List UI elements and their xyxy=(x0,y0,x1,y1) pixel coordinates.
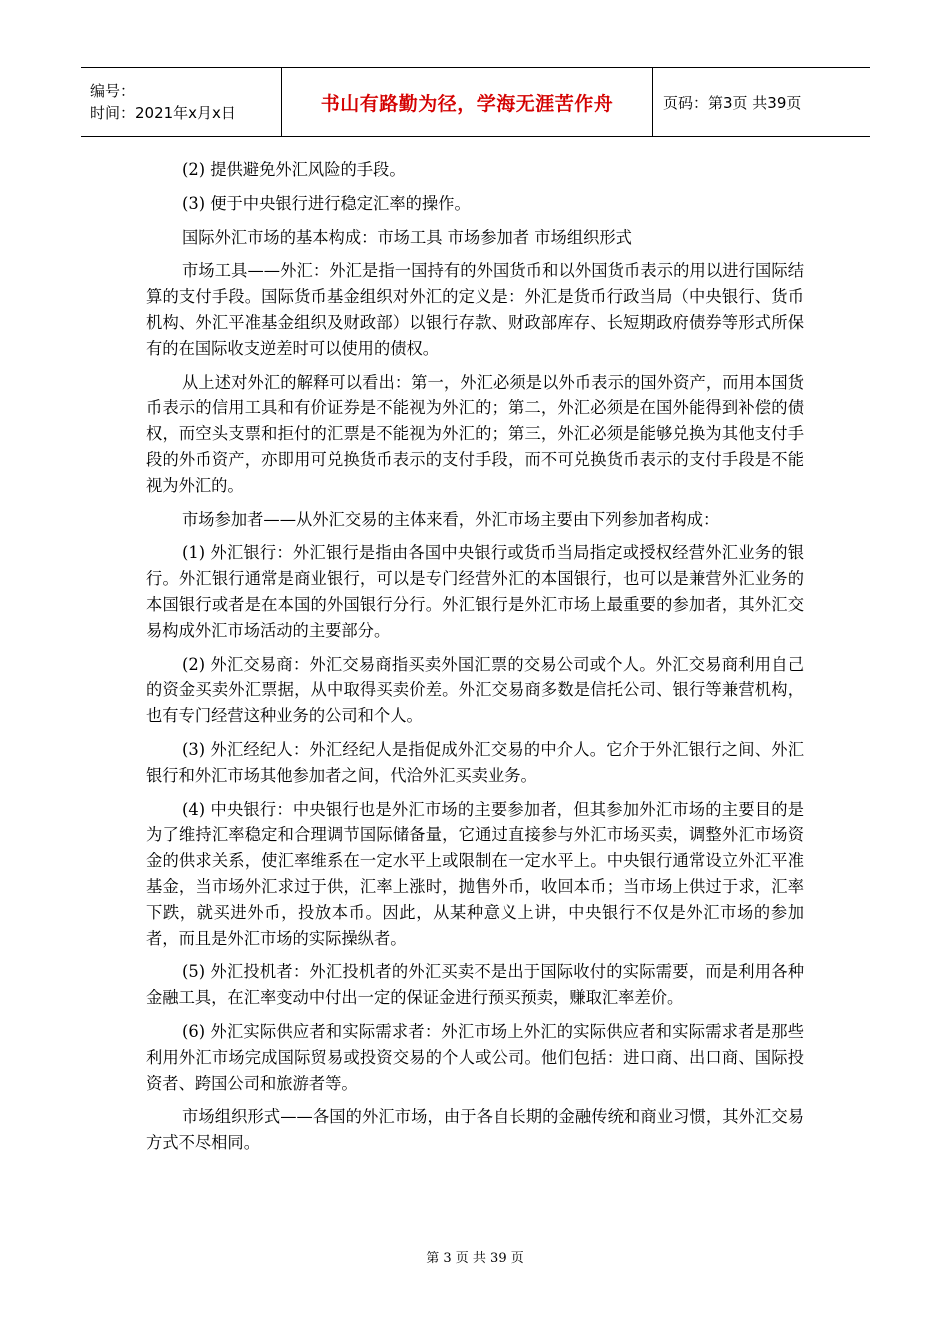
paragraph: (2) 外汇交易商：外汇交易商指买卖外国汇票的交易公司或个人。外汇交易商利用自己的资金买卖外汇票据，从中取得买卖价差。外汇交易商多数是信托公司、银行等兼营机构，也有专门经营这种业务的公司和个人。 xyxy=(146,654,804,726)
paragraph: (4) 中央银行：中央银行也是外汇市场的主要参加者，但其参加外汇市场的主要目的是为了维持汇率稳定和合理调节国际储备量，它通过直接参与外汇市场买卖，调整外汇市场资金的供求关系，使汇率维系在一定水平上或限制在一定水平上。中央银行通常设立外汇平准基金，当市场外汇求过于供，汇率上涨时，抛售外币，收回本币；当市场上供过于求，汇率下跌，就买进外币，投放本币。因此，从某种意义上讲，中央银行不仅是外汇市场的参加者，而且是外汇市场的实际操纵者。 xyxy=(146,799,804,948)
paragraph: 市场参加者——从外汇交易的主体来看，外汇市场主要由下列参加者构成： xyxy=(182,509,720,529)
number-label: 编号： xyxy=(90,82,136,100)
header-motto: 书山有路勤为径，学海无涯苦作舟 xyxy=(320,92,614,115)
paragraph: (2) 提供避免外汇风险的手段。 xyxy=(182,160,406,179)
header-page-info: 页码：第3页 共39页 xyxy=(663,93,802,112)
paragraph: (3) 便于中央银行进行稳定汇率的操作。 xyxy=(182,193,471,213)
footer-page-number: 第 3 页 共 39 页 xyxy=(426,1251,524,1266)
paragraph: 市场组织形式——各国的外汇市场，由于各自长期的金融传统和商业习惯，其外汇交易方式不尽相同。 xyxy=(146,1107,804,1153)
paragraph: (6) 外汇实际供应者和实际需求者：外汇市场上外汇的实际供应者和实际需求者是那些利用外汇市场完成国际贸易或投资交易的个人或公司。他们包括：进口商、出口商、国际投资者、跨国公司和旅游者等。 xyxy=(146,1021,804,1093)
page-header xyxy=(81,67,870,137)
document-body xyxy=(146,157,804,1164)
paragraph: 国际外汇市场的基本构成：市场工具 市场参加者 市场组织形式 xyxy=(182,227,632,247)
header-page-info-cell xyxy=(653,68,870,136)
paragraph: 市场工具——外汇：外汇是指一国持有的外国货币和以外国货币表示的用以进行国际结算的支付手段。国际货币基金组织对外汇的定义是：外汇是货币行政当局（中央银行、货币机构、外汇平准基金组织及财政部）以银行存款、财政部库存、长短期政府债券等形式所保有的在国际收支逆差时可以使用的债权。 xyxy=(146,261,804,358)
paragraph: (5) 外汇投机者：外汇投机者的外汇买卖不是出于国际收付的实际需要，而是利用各种金融工具，在汇率变动中付出一定的保证金进行预买预卖，赚取汇率差价。 xyxy=(146,962,804,1008)
paragraph: (3) 外汇经纪人：外汇经纪人是指促成外汇交易的中介人。它介于外汇银行之间、外汇银行和外汇市场其他参加者之间，代洽外汇买卖业务。 xyxy=(146,739,804,785)
header-meta xyxy=(81,68,282,136)
time-label: 时间：2021年x月x日 xyxy=(90,104,236,122)
page-footer xyxy=(0,1247,950,1266)
paragraph: (1) 外汇银行：外汇银行是指由各国中央银行或货币当局指定或授权经营外汇业务的银行。外汇银行通常是商业银行，可以是专门经营外汇的本国银行，也可以是兼营外汇业务的本国银行或者是在本国的外国银行分行。外汇银行是外汇市场上最重要的参加者，其外汇交易构成外汇市场活动的主要部分。 xyxy=(146,543,804,640)
header-motto-cell xyxy=(282,68,653,136)
paragraph: 从上述对外汇的解释可以看出：第一，外汇必须是以外币表示的国外资产，而用本国货币表示的信用工具和有价证券是不能视为外汇的；第二，外汇必须是在国外能得到补偿的债权，而空头支票和拒付的汇票是不能视为外汇的；第三，外汇必须是能够兑换为其他支付手段的外币资产，亦即用可兑换货币表示的支付手段，而不可兑换货币表示的支付手段是不能视为外汇的。 xyxy=(146,372,804,495)
